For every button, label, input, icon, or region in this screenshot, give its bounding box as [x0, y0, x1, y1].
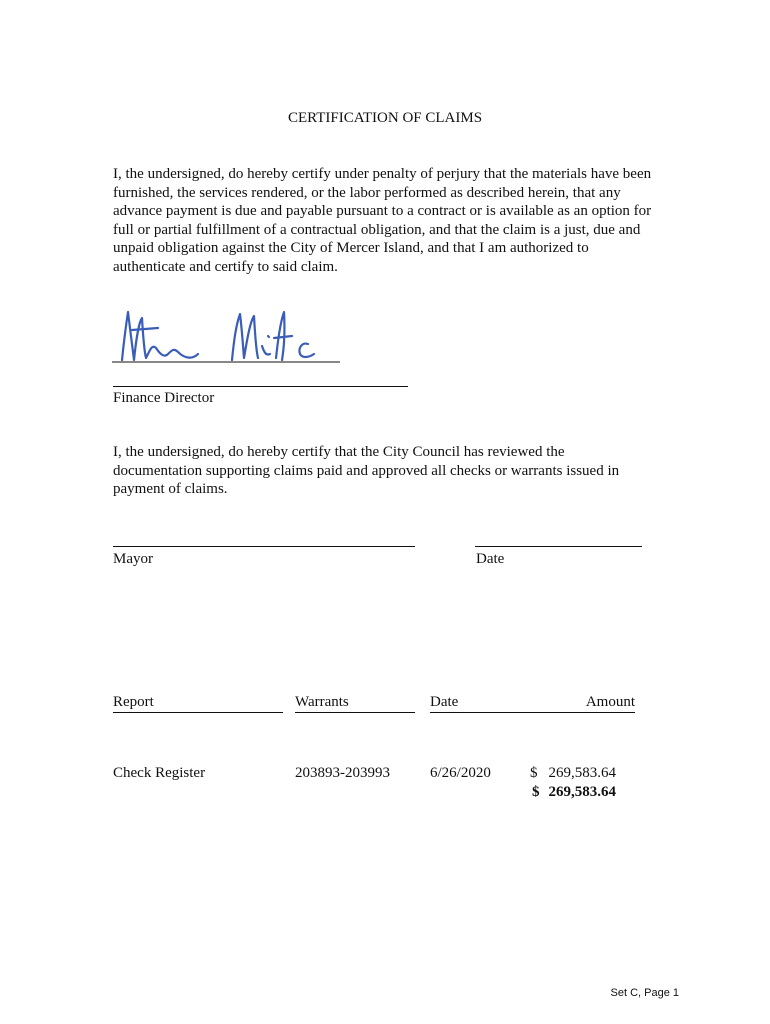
paragraph-line: I, the undersigned, do hereby certify under penalty of perjury that the materials have been [113, 166, 652, 182]
row-currency-symbol: $ [530, 765, 538, 781]
paragraph-line: furnished, the services rendered, or the labor performed as described herein, that any [113, 184, 621, 201]
paragraph-line: payment of claims. [113, 481, 228, 498]
certification-paragraph-finance [113, 165, 673, 277]
column-header-warrants: Warrants [295, 694, 415, 713]
date-label: Date [476, 551, 505, 567]
finance-signature-line [113, 386, 408, 387]
paragraph-line: unpaid obligation against the City of Mercer Island, and that I am authorized to [113, 240, 589, 257]
paragraph-line: authenticate and certify to said claim. [113, 258, 338, 275]
row-report: Check Register [113, 765, 206, 781]
row-amount: 269,583.64 [548, 765, 616, 781]
mayor-label: Mayor [113, 551, 153, 567]
mayor-signature-line [113, 546, 415, 547]
column-header-amount: Amount [520, 694, 635, 713]
certification-paragraph-council [113, 443, 673, 499]
date-signature-line [475, 546, 642, 547]
page-footer: Set C, Page 1 [610, 987, 679, 999]
paragraph-line: full or partial fulfillment of a contractual obligation, and that the claim is a just, due and [113, 221, 641, 238]
paragraph-line: I, the undersigned, do hereby certify that the City Council has reviewed the [113, 444, 565, 460]
total-currency-symbol: $ [532, 784, 540, 800]
row-warrants: 203893-203993 [295, 765, 390, 781]
header-date-text: Date [430, 694, 459, 710]
paragraph-line: advance payment is due and payable pursuant to a contract or is available as an option for [113, 203, 652, 220]
document-title: CERTIFICATION OF CLAIMS [287, 110, 483, 126]
column-header-report: Report [113, 694, 283, 713]
finance-director-signature [112, 300, 352, 380]
column-header-date [430, 694, 520, 713]
paragraph-line: documentation supporting claims paid and approved all checks or warrants issued in [113, 462, 620, 479]
total-amount: 269,583.64 [548, 784, 616, 800]
finance-director-label: Finance Director [113, 390, 215, 406]
row-date: 6/26/2020 [430, 765, 491, 781]
